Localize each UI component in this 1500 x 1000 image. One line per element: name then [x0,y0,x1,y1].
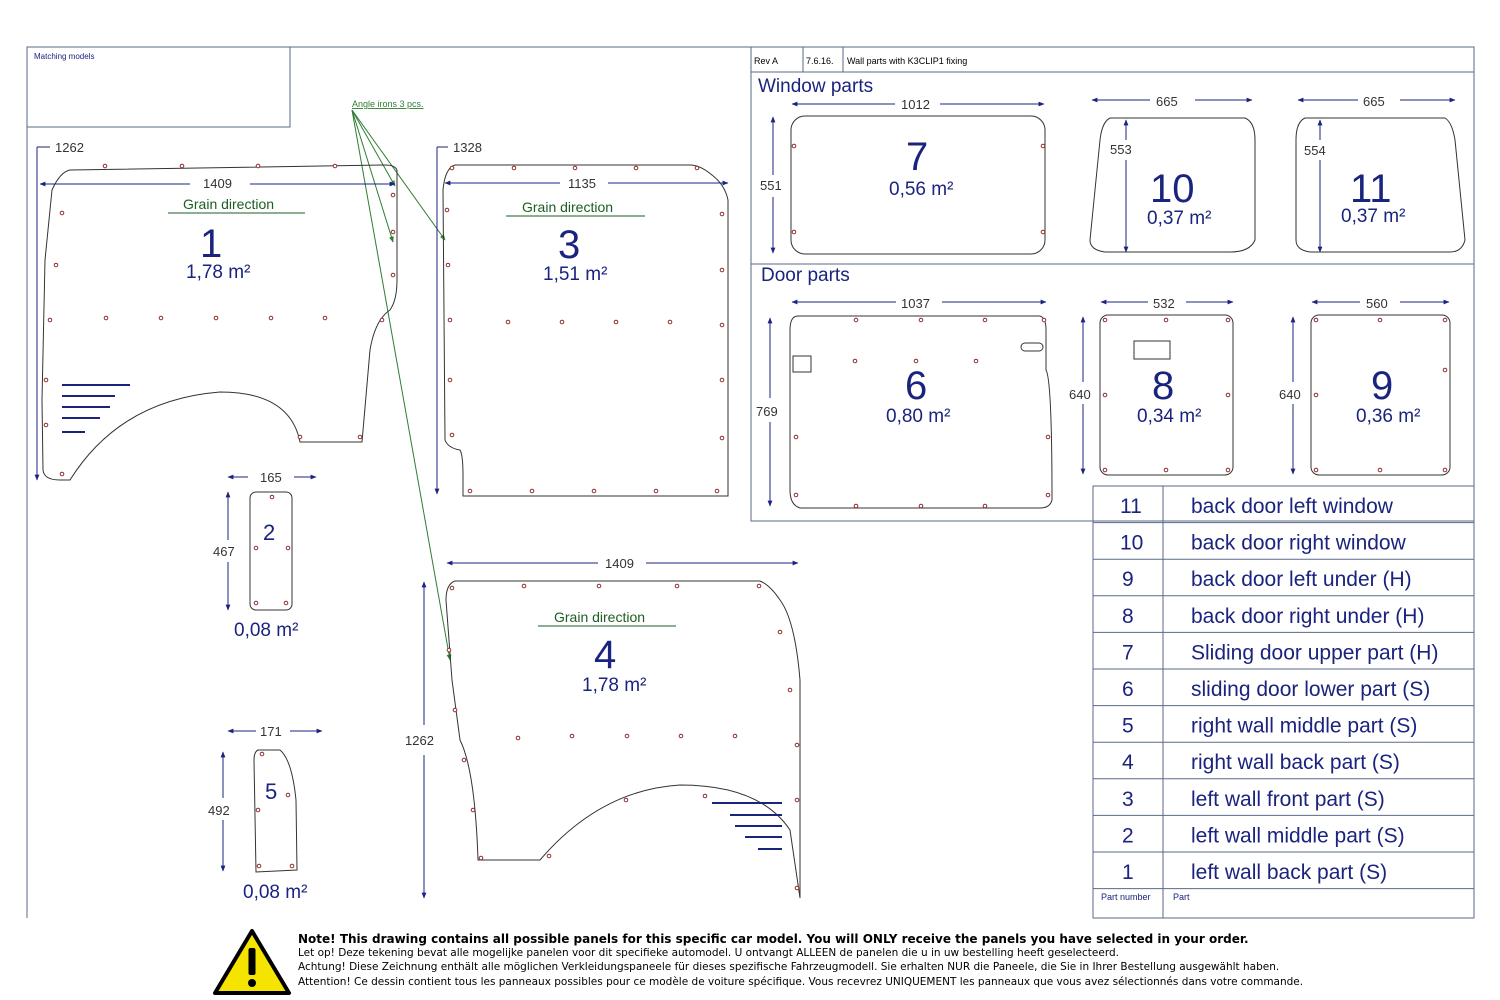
mounting-hole [573,166,577,170]
table-row-part: right wall middle part (S) [1191,714,1418,738]
mounting-hole [634,166,638,170]
mounting-hole [1314,318,1318,322]
table-row-number: 9 [1122,568,1134,592]
mounting-hole [447,648,451,652]
panel-11-height: 554 [1304,143,1326,158]
mounting-hole [333,164,337,168]
mounting-hole [256,164,260,168]
mounting-hole [778,630,782,634]
panel-4-number: 4 [594,633,617,677]
notice-de: Achtung! Diese Zeichnung enthält alle möglichen Verkleidungspaneele für dieses spezifische Fahrzeugmodell. Sie erhalten NUR die Paneele, die Sie in Ihrer Bestellung ausgewählt haben. [298,961,1280,974]
mounting-hole [668,320,672,324]
mounting-hole [391,193,395,197]
panel-9-width: 560 [1366,296,1388,311]
panel-2-outline [250,492,292,610]
mounting-hole [853,359,857,363]
mounting-hole [462,758,466,762]
mounting-hole [1226,318,1230,322]
mounting-hole [720,378,724,382]
order-notice [298,932,1488,989]
mounting-hole [44,378,48,382]
panel-5-height: 492 [208,803,230,818]
panel-11-width: 665 [1363,94,1385,109]
mounting-hole [445,208,449,212]
mounting-hole [448,318,452,322]
mounting-hole [391,230,395,234]
mounting-hole [380,318,384,322]
panel-1-width: 1409 [203,176,232,191]
mounting-hole [103,164,107,168]
mounting-hole [284,601,288,605]
panel-2-width: 165 [260,470,282,485]
panel-6-number: 6 [905,364,928,408]
mounting-hole [450,433,454,437]
mounting-hole [794,435,798,439]
mounting-hole [547,854,551,858]
mounting-hole [358,435,362,439]
mounting-hole [795,798,799,802]
panel-7-height: 551 [760,178,782,193]
mounting-hole [794,493,798,497]
panel-5-width: 171 [260,724,282,739]
mounting-hole [625,734,629,738]
notice-en: Note! This drawing contains all possible panels for this specific car model. You will ONLY receive the panels you have selected in your order. [298,932,1249,946]
mounting-hole [695,166,699,170]
mounting-hole [983,318,987,322]
table-row-number: 5 [1122,714,1134,738]
mounting-hole [286,546,290,550]
panel-4-grain: Grain direction [554,609,646,625]
panel-10-height: 553 [1110,142,1132,157]
mounting-hole [290,864,294,868]
panel-1-number: 1 [200,222,223,266]
panel-8-height: 640 [1069,387,1091,402]
mounting-hole [48,318,52,322]
mounting-hole [715,489,719,493]
mounting-hole [448,378,452,382]
mounting-hole [983,504,987,508]
mounting-hole [720,268,724,272]
mounting-hole [614,320,618,324]
panel-4-width: 1409 [605,556,634,571]
panel-10-number: 10 [1150,167,1195,211]
mounting-hole [703,794,707,798]
table-row-part: back door right under (H) [1191,604,1425,628]
mounting-hole [974,359,978,363]
door-parts-heading: Door parts [761,265,850,286]
mounting-hole [560,320,564,324]
mounting-hole [256,808,260,812]
rev-label: Rev A [754,56,779,66]
panel-1-outline [42,165,397,480]
parts-table-header-number: Part number [1101,892,1151,902]
mounting-hole [1378,318,1382,322]
panel-1-height: 1262 [55,140,84,155]
mounting-hole [919,318,923,322]
table-row-part: Sliding door upper part (H) [1191,641,1439,665]
warning-icon [215,931,289,993]
mounting-hole [854,504,858,508]
table-row-part: left wall front part (S) [1191,787,1385,811]
panel-8-cutout [1134,341,1170,359]
mounting-hole [854,318,858,322]
mounting-hole [180,164,184,168]
mounting-hole [1164,468,1168,472]
panel-6-area: 0,80 m² [886,406,951,427]
mounting-hole [298,435,302,439]
mounting-hole [54,263,58,267]
mounting-hole [1226,393,1230,397]
mounting-hole [720,436,724,440]
panel-7-width: 1012 [901,97,930,112]
panel-2-height: 467 [213,544,235,559]
mounting-hole [1443,368,1447,372]
table-row-part: back door left under (H) [1191,568,1412,592]
mounting-hole [720,323,724,327]
mounting-hole [675,584,679,588]
mounting-hole [257,864,261,868]
table-row-part: left wall middle part (S) [1191,824,1405,848]
panel-1-area: 1,78 m² [186,262,251,283]
mounting-hole [733,734,737,738]
table-row-part: sliding door lower part (S) [1191,678,1431,701]
table-row-number: 2 [1122,824,1134,848]
panel-3-grain: Grain direction [522,199,614,215]
mounting-hole [512,166,516,170]
panel-8-width: 532 [1153,296,1175,311]
mounting-hole [624,798,628,802]
table-row-number: 10 [1120,531,1144,555]
panel-5-area: 0,08 m² [243,882,308,903]
table-row-part: back door right window [1191,531,1406,555]
mounting-hole [795,743,799,747]
mounting-hole [60,211,64,215]
panel-3-number: 3 [558,223,581,267]
mounting-hole [530,489,534,493]
mounting-hole [446,263,450,267]
notice-fr: Attention! Ce dessin contient tous les panneaux possibles pour ce modèle de voiture spécifique. Vous recevrez UNIQUEMENT les panneaux que vous avez sélectionnés dans votre commande. [298,975,1304,988]
mounting-hole [1103,318,1107,322]
mounting-hole [450,166,454,170]
mounting-hole [919,504,923,508]
panel-1-vent-slots [62,385,130,432]
mounting-hole [1046,493,1050,497]
mounting-hole [795,886,799,890]
date-label: 7.6.16. [806,56,834,66]
panel-2-number: 2 [263,520,276,545]
panel-8-number: 8 [1152,364,1175,408]
table-row-number: 8 [1122,604,1134,628]
mounting-hole [159,316,163,320]
mounting-hole [450,586,454,590]
mounting-hole [1041,230,1045,234]
mounting-hole [479,856,483,860]
panel-7-area: 0,56 m² [889,179,954,200]
parts-table [1093,495,1474,889]
panel-3-area: 1,51 m² [543,264,608,285]
panel-7-number: 7 [906,135,929,179]
panel-4-height: 1262 [405,733,434,748]
mounting-hole [1314,393,1318,397]
table-row-part: left wall back part (S) [1191,861,1388,884]
panel-11-area: 0,37 m² [1341,206,1406,227]
panel-10-area: 0,37 m² [1147,208,1212,229]
panel-5-outline [254,750,297,872]
mounting-hole [1443,318,1447,322]
mounting-hole [570,734,574,738]
mounting-hole [254,546,258,550]
panel-9-number: 9 [1371,364,1394,408]
notice-nl: Let op! Deze tekening bevat alle mogelijke panelen voor dit specifieke automodel. U ontvangt ALLEEN de panelen die u in uw bestelling heeft geselecteerd. [298,947,1119,960]
mounting-hole [391,273,395,277]
mounting-hole [214,316,218,320]
mounting-hole [592,489,596,493]
mounting-hole [522,584,526,588]
mounting-hole [506,320,510,324]
panel-9-area: 0,36 m² [1356,406,1421,427]
mounting-hole [44,423,48,427]
mounting-hole [270,495,274,499]
mounting-hole [757,584,761,588]
panel-3-width: 1135 [568,176,596,191]
mounting-hole [1378,468,1382,472]
mounting-hole [286,793,290,797]
mounting-hole [1103,468,1107,472]
window-parts-heading: Window parts [758,76,874,97]
mounting-hole [792,230,796,234]
mounting-hole [1314,468,1318,472]
mounting-hole [1443,468,1447,472]
panel-10-width: 665 [1156,94,1178,109]
description-label: Wall parts with K3CLIP1 fixing [847,56,968,66]
panel-2-area: 0,08 m² [234,620,299,641]
mounting-hole [1042,318,1046,322]
table-row-number: 7 [1122,641,1134,665]
panel-1-grain: Grain direction [183,196,275,212]
mounting-hole [788,688,792,692]
panel-6-width: 1037 [901,296,930,311]
panel-4-outline [446,581,800,898]
parts-table-header-part: Part [1173,892,1190,902]
mounting-hole [1046,435,1050,439]
panel-8-area: 0,34 m² [1137,406,1202,427]
panel-11-number: 11 [1350,167,1392,211]
table-row-number: 6 [1122,678,1134,701]
panel-9-height: 640 [1279,387,1301,402]
mounting-hole [260,752,264,756]
panel-4-area: 1,78 m² [582,675,647,696]
table-row-number: 4 [1122,751,1134,775]
mounting-hole [792,144,796,148]
panel-6-height: 769 [756,404,778,419]
panel-6-cutout [793,356,811,372]
mounting-hole [104,316,108,320]
mounting-hole [323,316,327,320]
matching-models-label: Matching models [34,52,95,61]
mounting-hole [914,359,918,363]
panel-5-number: 5 [265,779,278,804]
angle-irons-note: Angle irons 3 pcs. [352,99,424,109]
mounting-hole [468,489,472,493]
mounting-hole [679,734,683,738]
mounting-hole [516,736,520,740]
mounting-hole [60,472,64,476]
mounting-hole [1164,318,1168,322]
table-row-number: 1 [1122,861,1134,884]
mounting-hole [597,584,601,588]
mounting-hole [654,489,658,493]
mounting-hole [269,316,273,320]
mounting-hole [254,601,258,605]
mounting-hole [720,212,724,216]
table-row-part: back door left window [1191,495,1393,518]
mounting-hole [1103,393,1107,397]
panel-6-handle-slot [1021,343,1043,351]
table-row-number: 3 [1122,787,1134,811]
mounting-hole [1226,468,1230,472]
table-row-number: 11 [1120,495,1142,518]
table-row-part: right wall back part (S) [1191,751,1400,775]
panel-3-height: 1328 [453,140,482,155]
mounting-hole [471,808,475,812]
mounting-hole [1041,144,1045,148]
mounting-hole [453,708,457,712]
